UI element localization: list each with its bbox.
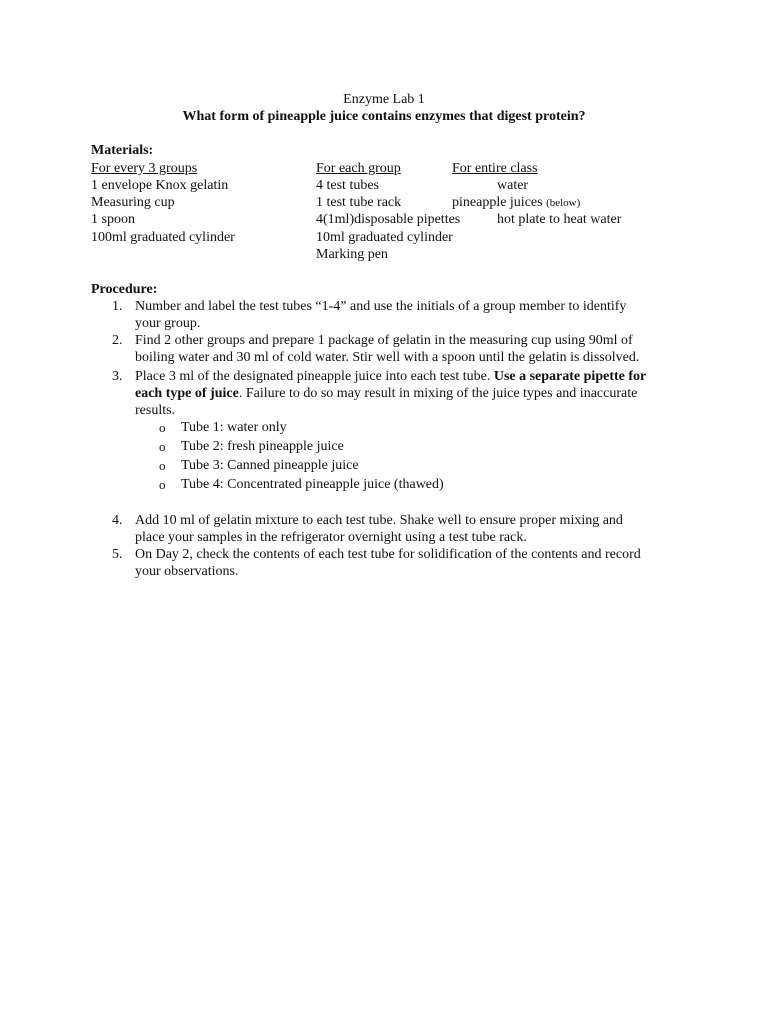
material-item: 1 spoon xyxy=(91,212,135,227)
step-text-plain: Place 3 ml of the designated pineapple juice into each test tube. xyxy=(135,369,494,384)
materials-row xyxy=(0,229,768,246)
step-line xyxy=(135,385,680,402)
step-number: 4. xyxy=(112,513,123,528)
materials-row xyxy=(0,246,768,263)
bullet-marker: o xyxy=(159,439,166,454)
materials-row xyxy=(0,194,768,211)
step-number: 2. xyxy=(112,333,123,348)
material-item xyxy=(452,194,580,212)
step-text-plain: . Failure to do so may result in mixing of the juice types and inaccurate xyxy=(238,386,638,401)
step-line: Add 10 ml of gelatin mixture to each test tube. Shake well to ensure proper mixing and xyxy=(135,513,623,528)
step-line: Find 2 other groups and prepare 1 package of gelatin in the measuring cup using 90ml of xyxy=(135,333,633,348)
materials-row xyxy=(0,177,768,194)
sub-item-text: Tube 3: Canned pineapple juice xyxy=(181,458,359,473)
juices-note: (below) xyxy=(546,197,581,209)
step-text xyxy=(135,368,680,419)
step-text xyxy=(135,512,680,546)
step-line: place your samples in the refrigerator overnight using a test tube rack. xyxy=(135,530,527,545)
material-item: 4 test tubes xyxy=(316,178,379,193)
material-item: hot plate to heat water xyxy=(497,212,622,227)
document-title: Enzyme Lab 1 xyxy=(343,92,425,107)
step-line xyxy=(135,368,680,385)
material-item: 10ml graduated cylinder xyxy=(316,230,453,245)
material-item: 4(1ml)disposable pipettes xyxy=(316,212,461,227)
material-item: Measuring cup xyxy=(91,195,175,210)
step-number: 5. xyxy=(112,547,123,562)
bullet-marker: o xyxy=(159,477,166,492)
bullet-marker: o xyxy=(159,420,166,435)
sub-item-text: Tube 2: fresh pineapple juice xyxy=(181,439,344,454)
bullet-marker: o xyxy=(159,458,166,473)
step-line: results. xyxy=(135,403,176,418)
sub-item-text: Tube 4: Concentrated pineapple juice (thawed) xyxy=(181,477,444,492)
step-number: 3. xyxy=(112,369,123,384)
document-subtitle: What form of pineapple juice contains enzymes that digest protein? xyxy=(182,109,586,124)
step-text-bold: Use a separate pipette for xyxy=(493,369,647,384)
material-item: 1 envelope Knox gelatin xyxy=(91,178,229,193)
materials-heading: Materials: xyxy=(91,143,154,158)
step-text-bold: each type of juice xyxy=(135,386,239,401)
step-line: Number and label the test tubes “1-4” and use the initials of a group member to identify xyxy=(135,299,627,314)
sub-item-text: Tube 1: water only xyxy=(181,420,287,435)
materials-row xyxy=(0,211,768,228)
step-text xyxy=(135,332,680,366)
material-item-text: pineapple juices xyxy=(452,195,543,210)
material-item: 1 test tube rack xyxy=(316,195,402,210)
step-line: boiling water and 30 ml of cold water. Stir well with a spoon until the gelatin is dissolved. xyxy=(135,350,640,365)
sub-list-item xyxy=(0,456,768,475)
sub-list-item xyxy=(0,475,768,494)
materials-column-header: For every 3 groups xyxy=(91,161,198,176)
step-text xyxy=(135,546,680,580)
material-item: water xyxy=(497,178,529,193)
sub-list-item xyxy=(0,418,768,437)
procedure-heading: Procedure: xyxy=(91,282,158,297)
materials-column-header: For each group xyxy=(316,161,401,176)
step-line: your group. xyxy=(135,316,201,331)
step-text xyxy=(135,298,680,332)
step-number: 1. xyxy=(112,299,123,314)
sub-list-item xyxy=(0,437,768,456)
step-line: your observations. xyxy=(135,564,239,579)
material-item: 100ml graduated cylinder xyxy=(91,230,235,245)
step-line: On Day 2, check the contents of each test tube for solidification of the contents and record xyxy=(135,547,641,562)
materials-column-header: For entire class xyxy=(452,161,538,176)
material-item: Marking pen xyxy=(316,247,388,262)
materials-header-row xyxy=(0,160,768,177)
